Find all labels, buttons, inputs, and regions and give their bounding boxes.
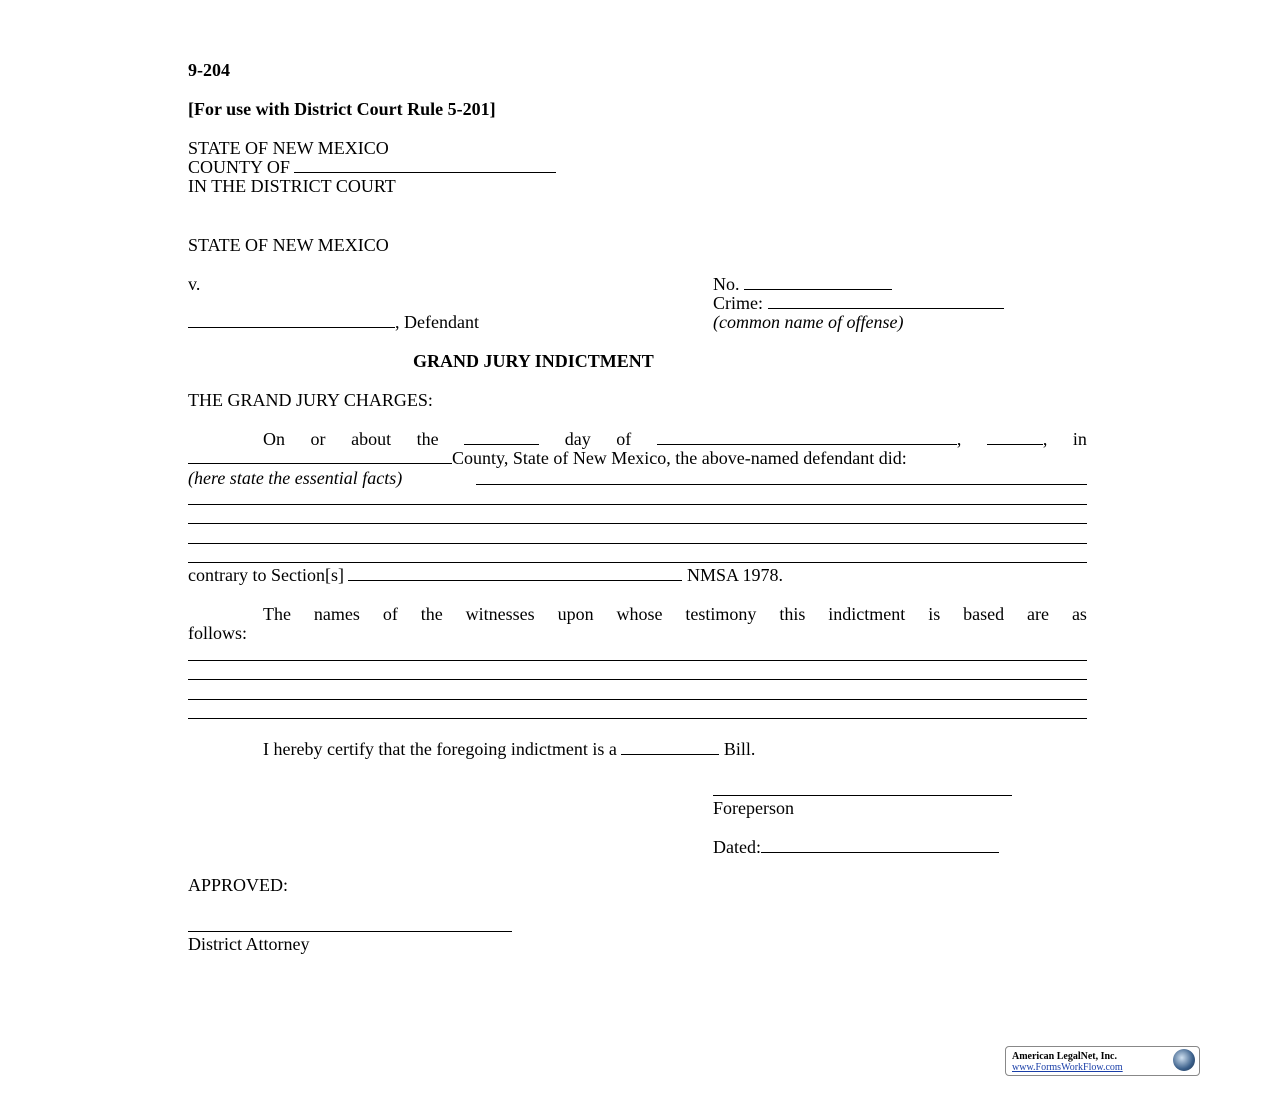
rule-note: [For use with District Court Rule 5-201] bbox=[188, 99, 496, 119]
crime-hint: (common name of offense) bbox=[713, 312, 904, 332]
charge-line-2: County, State of New Mexico, the above-named defendant did: bbox=[188, 448, 907, 468]
facts-line[interactable] bbox=[188, 543, 1087, 544]
witness-line[interactable] bbox=[188, 679, 1087, 680]
bill-type-blank[interactable] bbox=[621, 739, 719, 755]
section-blank[interactable] bbox=[348, 565, 682, 581]
charge-line-1: On or about the day of , , in bbox=[263, 429, 1087, 449]
caption-county: COUNTY OF bbox=[188, 157, 556, 177]
case-number-blank[interactable] bbox=[744, 274, 892, 290]
caption-court: IN THE DISTRICT COURT bbox=[188, 176, 396, 196]
witness-line-1: The names of the witnesses upon whose testimony this indictment is based are as bbox=[263, 604, 1087, 624]
year-blank[interactable] bbox=[987, 429, 1043, 445]
facts-line[interactable] bbox=[188, 504, 1087, 505]
case-number: No. bbox=[713, 274, 892, 294]
facts-line[interactable] bbox=[476, 484, 1087, 485]
facts-line[interactable] bbox=[188, 562, 1087, 563]
crime: Crime: bbox=[713, 293, 1004, 313]
witness-line-2: follows: bbox=[188, 623, 248, 643]
day-blank[interactable] bbox=[464, 429, 539, 445]
defendant-blank[interactable] bbox=[188, 312, 395, 328]
witness-line[interactable] bbox=[188, 699, 1087, 700]
dated: Dated: bbox=[713, 837, 999, 857]
month-blank[interactable] bbox=[657, 429, 957, 445]
charge-county-blank[interactable] bbox=[188, 448, 452, 464]
facts-line[interactable] bbox=[188, 523, 1087, 524]
certify-statement: I hereby certify that the foregoing indictment is a Bill. bbox=[263, 739, 756, 759]
approved-label: APPROVED: bbox=[188, 875, 289, 895]
globe-icon bbox=[1173, 1049, 1195, 1071]
foreperson-label: Foreperson bbox=[713, 798, 794, 818]
contrary-section: contrary to Section[s] NMSA 1978. bbox=[188, 565, 783, 585]
facts-hint: (here state the essential facts) bbox=[188, 468, 403, 488]
logo-url[interactable]: www.FormsWorkFlow.com bbox=[1012, 1062, 1123, 1073]
defendant: , Defendant bbox=[188, 312, 479, 332]
district-attorney-label: District Attorney bbox=[188, 934, 310, 954]
document-title: GRAND JURY INDICTMENT bbox=[413, 351, 654, 371]
district-attorney-signature-line[interactable] bbox=[188, 931, 512, 932]
charges-heading: THE GRAND JURY CHARGES: bbox=[188, 390, 433, 410]
versus: v. bbox=[188, 274, 201, 294]
american-legalnet-logo[interactable]: American LegalNet, Inc. www.FormsWorkFlow.com bbox=[1005, 1046, 1200, 1076]
foreperson-signature-line[interactable] bbox=[713, 795, 1012, 796]
date-blank[interactable] bbox=[761, 837, 999, 853]
crime-blank[interactable] bbox=[768, 293, 1004, 309]
county-blank[interactable] bbox=[294, 157, 556, 173]
form-number: 9-204 bbox=[188, 60, 230, 80]
plaintiff: STATE OF NEW MEXICO bbox=[188, 235, 389, 255]
witness-line[interactable] bbox=[188, 718, 1087, 719]
caption-state: STATE OF NEW MEXICO bbox=[188, 138, 389, 158]
witness-line[interactable] bbox=[188, 660, 1087, 661]
